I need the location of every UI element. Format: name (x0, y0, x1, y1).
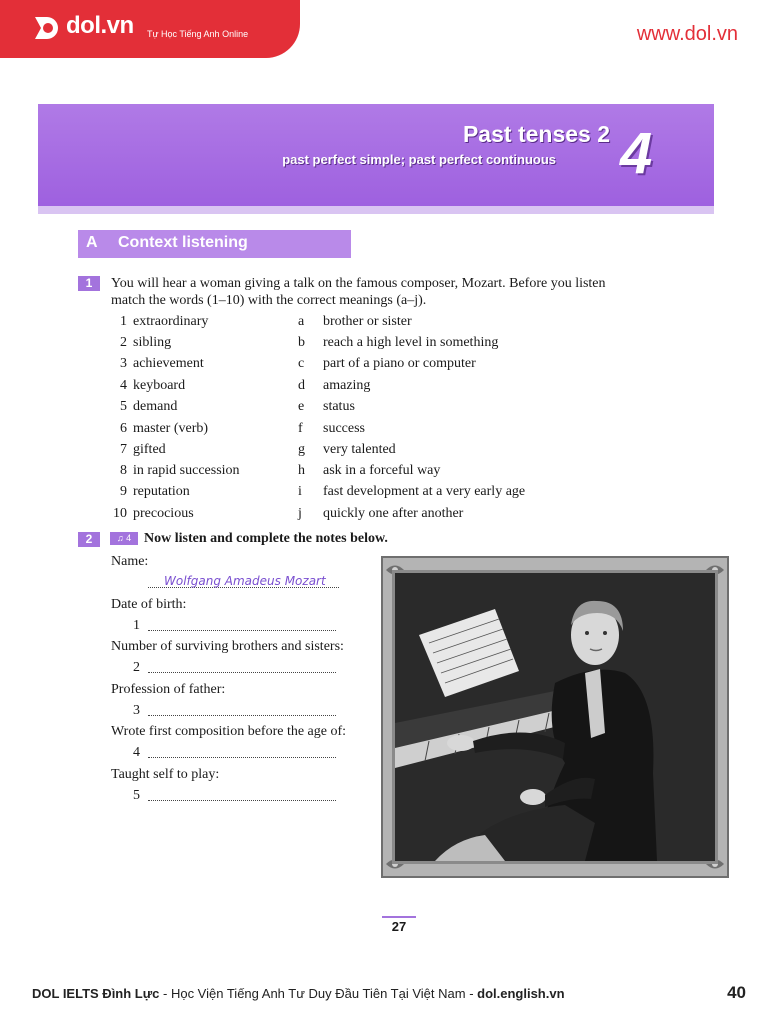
meaning-letter: c (298, 356, 305, 371)
brand-logo[interactable] (0, 0, 300, 58)
meaning-letter: f (298, 421, 303, 436)
word-number: 7 (120, 442, 127, 457)
meaning-text: reach a high level in something (323, 335, 499, 350)
answer-line-1[interactable] (148, 630, 336, 631)
answer-line-3[interactable] (148, 715, 336, 716)
note-number-2: 2 (133, 660, 140, 675)
word-number: 5 (120, 399, 127, 414)
note-label-3: Profession of father: (111, 682, 226, 697)
handwritten-answer: Wolfgang Amadeus Mozart (164, 574, 326, 588)
logo-tagline: Tự Học Tiếng Anh Online (147, 29, 249, 39)
meaning-text: part of a piano or computer (323, 356, 476, 371)
meaning-text: quickly one after another (323, 506, 464, 521)
meaning-text: very talented (323, 442, 396, 457)
name-label: Name: (111, 554, 149, 569)
meaning-text: fast development at a very early age (323, 484, 526, 499)
meaning-letter: d (298, 378, 305, 393)
site-url-link[interactable]: www.dol.vn (636, 23, 738, 45)
unit-subtitle: past perfect simple; past perfect continuous (282, 152, 556, 167)
word-number: 3 (120, 356, 127, 371)
meaning-text: success (323, 421, 365, 436)
word-number: 4 (120, 378, 127, 393)
word-text: precocious (133, 506, 194, 521)
footer-separator: - (159, 986, 171, 1001)
section-letter: A (86, 234, 98, 251)
site-header (0, 0, 768, 58)
audio-track-number: 4 (126, 533, 132, 543)
mozart-portrait-illustration (395, 573, 715, 861)
footer-brand: DOL IELTS Đình Lực (32, 986, 160, 1001)
mozart-portrait (392, 570, 718, 864)
word-number: 10 (113, 506, 127, 521)
meaning-letter: e (298, 399, 305, 414)
meaning-letter: g (298, 442, 305, 457)
page-footer (32, 986, 565, 1001)
meaning-letter: j (298, 506, 302, 521)
meaning-letter: b (298, 335, 305, 350)
meaning-letter: i (298, 484, 302, 499)
audio-track-icon[interactable]: ♫ 4 (110, 532, 138, 545)
word-text: keyboard (133, 378, 186, 393)
exercise-1-instruction: You will hear a woman giving a talk on the famous composer, Mozart. Before you listen match the words (1–10) with the correct meanings (a–j). (111, 276, 606, 308)
meaning-text: amazing (323, 378, 371, 393)
answer-line-5[interactable] (148, 800, 336, 801)
meaning-letter: a (298, 314, 305, 329)
meaning-text: ask in a forceful way (323, 463, 441, 478)
footer-separator: - (465, 986, 478, 1001)
footer-page-number: 40 (727, 983, 746, 1002)
exercise-2-instruction: Now listen and complete the notes below. (144, 531, 388, 546)
word-text: gifted (133, 442, 166, 457)
meaning-text: brother or sister (323, 314, 412, 329)
unit-title: Past tenses 2 (462, 121, 610, 147)
section-title: Context listening (118, 234, 248, 251)
note-number-1: 1 (133, 618, 140, 633)
word-number: 8 (120, 463, 127, 478)
word-number: 2 (120, 335, 127, 350)
meaning-letter: h (298, 463, 305, 478)
note-label-5: Taught self to play: (111, 767, 220, 782)
word-text: in rapid succession (133, 463, 240, 478)
unit-number: 4 (620, 121, 653, 186)
word-text: demand (133, 399, 178, 414)
note-label-1: Date of birth: (111, 597, 187, 612)
footer-description: Học Viện Tiếng Anh Tư Duy Đầu Tiên Tại Việt Nam (170, 986, 466, 1001)
unit-banner-strip (38, 206, 714, 214)
note-label-4: Wrote first composition before the age of: (111, 724, 347, 739)
footer-url-link[interactable]: dol.english.vn (477, 986, 565, 1001)
meaning-text: status (323, 399, 355, 414)
word-number: 9 (120, 484, 127, 499)
dol-logo-icon (32, 13, 62, 43)
answer-line-2[interactable] (148, 672, 336, 673)
note-number-3: 3 (133, 703, 140, 718)
word-text: reputation (133, 484, 190, 499)
exercise-2-badge: 2 (78, 532, 100, 547)
word-text: master (verb) (133, 421, 209, 436)
logo-text: dol.vn (66, 12, 134, 39)
word-text: extraordinary (133, 314, 209, 329)
note-number-4: 4 (133, 745, 140, 760)
book-page-number: 27 (382, 916, 416, 934)
note-label-2: Number of surviving brothers and sisters: (111, 639, 344, 654)
word-number: 6 (120, 421, 127, 436)
word-text: achievement (133, 356, 204, 371)
answer-line-4[interactable] (148, 757, 336, 758)
exercise-1-badge: 1 (78, 276, 100, 291)
word-number: 1 (120, 314, 127, 329)
note-number-5: 5 (133, 788, 140, 803)
word-text: sibling (133, 335, 172, 350)
